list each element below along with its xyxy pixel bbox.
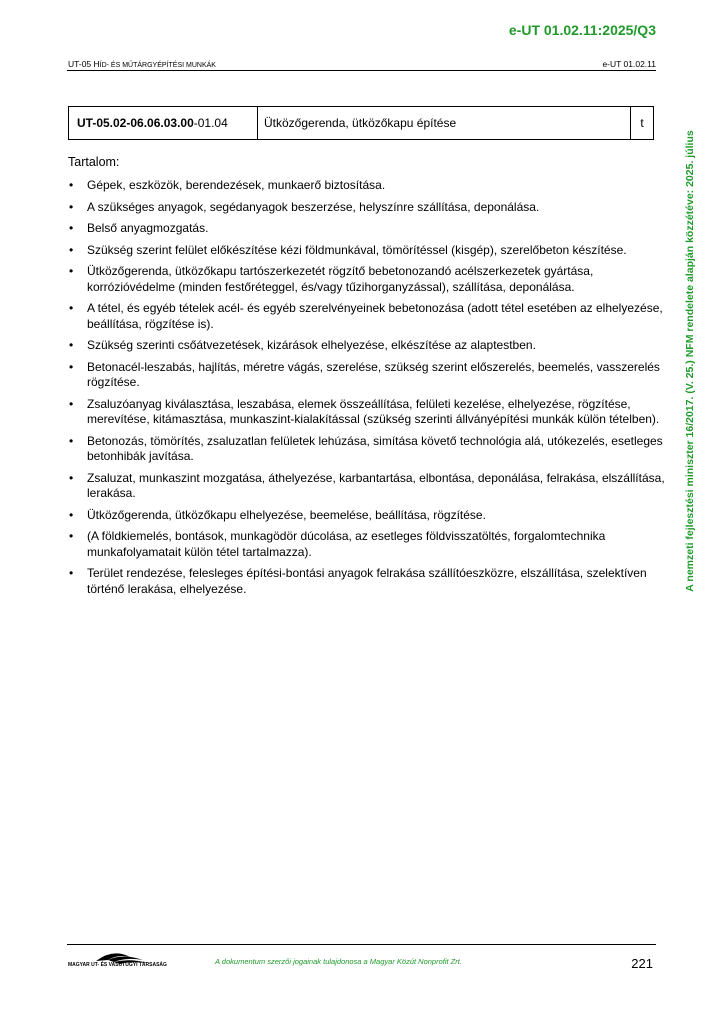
bullet-icon: • [69, 221, 74, 235]
list-item-text: Zsaluzóanyag kiválasztása, leszabása, elemek összeállítása, felületi kezelése, elhelyezése, rögzítése, merevítése, kitámasztása, munkaszint-kialakítással (szükség szerinti állványépítési munkák külön tételben). [87, 396, 660, 426]
document-code: e-UT 01.02.11:2025/Q3 [508, 22, 656, 38]
list-item [68, 243, 668, 259]
bullet-icon: • [69, 566, 74, 580]
publisher-logo-icon [68, 948, 178, 972]
bullet-icon: • [69, 433, 74, 448]
list-item [68, 529, 668, 560]
publisher-logo-text: MAGYAR UT- ÉS VASUTÜGYI TÁRSASÁG [68, 962, 167, 968]
item-header-table [68, 106, 654, 140]
footer-divider [67, 944, 656, 945]
list-item-text: Belső anyagmozgatás. [87, 221, 209, 235]
list-item-text: A szükséges anyagok, segédanyagok beszerzése, helyszínre szállítása, deponálása. [87, 199, 540, 214]
list-item [68, 566, 668, 597]
running-header-right: e-UT 01.02.11 [602, 59, 656, 69]
running-header-left [68, 59, 216, 69]
header-section-prefix: UT-05 H [68, 59, 100, 69]
list-item [68, 338, 668, 354]
copyright-note: A dokumentum szerzői jogainak tulajdonosa a Magyar Közút Nonprofit Zrt. [215, 957, 462, 966]
list-item [68, 178, 668, 194]
page-number: 221 [631, 956, 653, 971]
list-item-text: Ütközőgerenda, ütközőkapu tartószerkezetét rögzítő bebetonozandó acélszerkezetek gyártása, korrózióvédelme (minden festőréteggel, és/vagy tűzihorganyzással), szállítása, deponálása. [87, 264, 594, 294]
bullet-icon: • [69, 199, 74, 214]
list-item [68, 264, 668, 295]
list-item-text: Szükség szerinti csőátvezetések, kizárások elhelyezése, elkészítése az alaptestben. [87, 338, 536, 352]
list-item-text: Zsaluzat, munkaszint mozgatása, áthelyezése, karbantartása, elbontása, deponálása, felrakása, elszállítása, lerakása. [87, 470, 665, 500]
publication-side-note-text: A nemzeti fejlesztési miniszter 16/2017. (V. 25.) NFM rendelete alapján közzétéve: 2025. július [684, 130, 696, 592]
bullet-icon: • [69, 470, 74, 485]
list-item [68, 508, 668, 524]
item-code-suffix: -01.04 [193, 116, 228, 130]
list-item [68, 200, 668, 216]
publication-side-note [683, 96, 697, 626]
bullet-icon: • [69, 264, 74, 278]
list-item [68, 434, 668, 465]
list-item [68, 360, 668, 391]
bullet-icon: • [69, 359, 74, 374]
header-divider [67, 70, 656, 71]
list-item-text: Ütközőgerenda, ütközőkapu elhelyezése, beemelése, beállítása, rögzítése. [87, 507, 486, 522]
item-code-cell [69, 107, 258, 139]
list-item [68, 221, 668, 237]
bullet-icon: • [69, 396, 74, 411]
list-item-text: Terület rendezése, felesleges építési-bontási anyagok felrakása szállítóeszközre, elszállítása, szelektíven történő lerakása, elhelyezése. [87, 566, 647, 596]
list-item-text: Betonacél-leszabás, hajlítás, méretre vágás, szerelése, szükség szerint előszerelés, beemelés, vasszerelés rögzítése. [87, 359, 660, 389]
bullet-icon: • [69, 178, 74, 192]
content-bullet-list [68, 178, 668, 603]
item-code-bold: UT-05.02-06.06.03.00 [77, 116, 194, 130]
list-item [68, 397, 668, 428]
bullet-icon: • [69, 507, 74, 522]
content-label: Tartalom: [68, 155, 120, 169]
bullet-icon: • [69, 301, 74, 315]
list-item-text: Betonozás, tömörítés, zsaluzatlan felületek lehúzása, simítása követő technológia alá, utókezelés, esetleges betonhibák javítása. [87, 433, 663, 463]
list-item-text: Gépek, eszközök, berendezések, munkaerő biztosítása. [87, 178, 386, 192]
list-item [68, 471, 668, 502]
list-item [68, 301, 668, 332]
list-item-text: A tétel, és egyéb tételek acél- és egyéb szerelvényeinek bebetonozása (adott tétel esetében az elhelyezése, beállítása, rögzítése is). [87, 301, 663, 331]
bullet-icon: • [69, 242, 74, 257]
list-item-text: (A földkiemelés, bontások, munkagödör dúcolása, az esetleges földvisszatöltés, forgalomtechnika munkafolyamatait külön tétel tartalmazza). [87, 529, 606, 559]
bullet-icon: • [69, 529, 74, 543]
item-unit-cell: t [640, 116, 644, 130]
list-item-text: Szükség szerint felület előkészítése kézi földmunkával, tömörítéssel (kisgép), szerelőbeton készítése. [87, 242, 627, 257]
bullet-icon: • [69, 338, 74, 352]
header-section-rest: ÍD- ÉS MŰTÁRGYÉPÍTÉSI MUNKÁK [99, 62, 216, 69]
item-name-cell: Ütközőgerenda, ütközőkapu építése [258, 107, 631, 139]
